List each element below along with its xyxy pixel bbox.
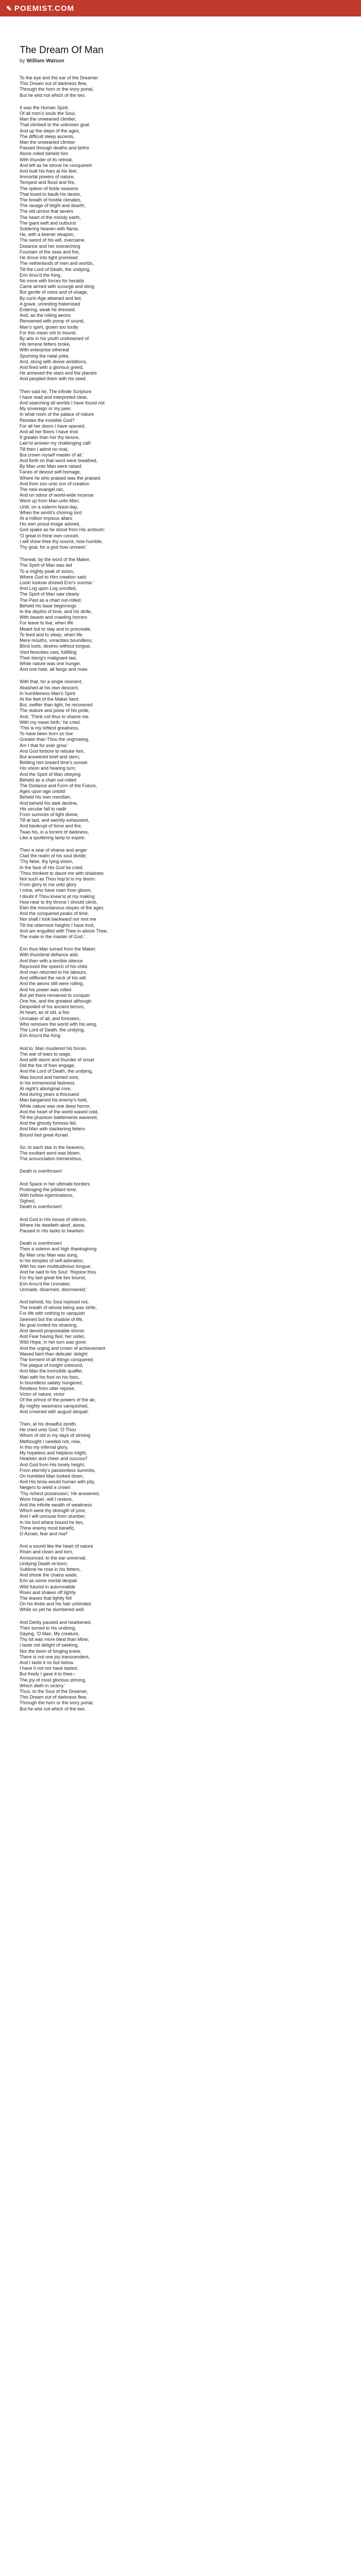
poem-line: In his temples of self-adoration, — [20, 1258, 85, 1263]
poem-line: And, as the rolling aeons — [20, 313, 71, 318]
poem-line: Beheld his base beginnings — [20, 603, 77, 608]
poem-line: Through the horn or the ivory portal, — [20, 87, 94, 92]
poem-stanza — [20, 1217, 339, 1234]
poem-line: Spurning the natal yoke, — [20, 353, 70, 359]
poem-line: Till the uttermost heights I have trod, — [20, 922, 95, 928]
poem-line: Their being's malignant law, — [20, 655, 77, 660]
poem-line: Man's spirit, grown too lordly — [20, 324, 78, 330]
poem-line: Prolonging the jubilant tone, — [20, 1187, 77, 1192]
poem-line: On humbled Man looked down, — [20, 1473, 84, 1479]
poem-line: With thunderal defiance add, — [20, 952, 79, 958]
poem-line: No more with forces for heralds — [20, 278, 85, 283]
poem-line: Announced, to the ear universal, — [20, 1555, 87, 1561]
poem-line: In his immemorial fastness — [20, 1080, 75, 1086]
poem-line: And the Lord of Death, the undying, — [20, 1069, 93, 1074]
poem-line: Which were thy strength of yore; — [20, 1508, 87, 1514]
poem-line: The Past as a chart out-rolled; — [20, 597, 82, 603]
poem-line: I mine, who have risen from gloom, — [20, 888, 92, 893]
poem-line: And up the steps of the ages, — [20, 128, 80, 133]
poem-stanza — [20, 679, 339, 841]
poem-line: Renowned with pomp of sound, — [20, 318, 85, 324]
poem-line: Greater than Thou the ungrowing, — [20, 737, 89, 742]
poem-line: The Spirit of Man was led — [20, 563, 72, 568]
poem-line: Clad the realm of his soul divide; — [20, 853, 87, 859]
poem-line: And the Spirit of Man obeying — [20, 771, 81, 777]
poem-line: Thus, to the Soul of the Dreamer, — [20, 1689, 88, 1694]
poem-line: Then said he, The infinite Scripture — [20, 388, 92, 394]
poem-line: His secular fall to nadir — [20, 806, 67, 811]
poem-line: The old unrest that severs — [20, 209, 74, 214]
poem-line: To a mighty peak of vision, — [20, 568, 75, 574]
poem-line: And with storm and thunder of onset — [20, 1057, 94, 1062]
poem-line: At the feet of the Maker bent. — [20, 696, 80, 702]
poem-line: To feed and to sleep, when life — [20, 632, 83, 637]
poem-line: Saying, 'O Man, My creature, — [20, 1631, 80, 1636]
poem-line: God spake as he stood from His ambush: — [20, 527, 105, 533]
poem-line: No goal invited his straining, — [20, 1322, 78, 1328]
poem-line: While nature was one hunger, — [20, 660, 81, 666]
poem-line: Erin Arsu'd the King. — [20, 1033, 62, 1039]
poem-line: Till then I admit no rival, — [20, 446, 69, 452]
poem-line: Of the prince of the powers of the air, — [20, 1397, 96, 1403]
poem-line: He drove into tight promised — [20, 255, 78, 261]
poem-line: And shook the chains aside, — [20, 1572, 78, 1578]
poem-line: His terrene fetters broke, — [20, 342, 71, 347]
poem-line: The spleen of fickle seasons — [20, 185, 78, 191]
poem-line: Beheld as a chart out-rolled — [20, 777, 77, 783]
poem-line: With thunder of its retreat, — [20, 157, 73, 162]
poem-line: The netherlands of men and worlds, — [20, 261, 94, 266]
poem-line: In this my infernal glory, — [20, 1444, 69, 1450]
poem-line: Which dieth in victory.' — [20, 1683, 65, 1688]
poem-line: And stiffened the neck of his will; — [20, 975, 87, 981]
poem-line: Till the Lord of Death, the undying, — [20, 266, 91, 272]
poem-line: In boundless satiety hungered, — [20, 1380, 83, 1385]
poem-line: With beasts and crawling horrors — [20, 615, 88, 620]
poem-line: And Man the invincible quaffer, — [20, 1368, 83, 1374]
poem-line: The joy of most glorious striving, — [20, 1677, 87, 1683]
poem-line: Distance and her overarching — [20, 243, 80, 249]
poem-stanza — [20, 1299, 339, 1415]
poem-line: And the ghostly fortress fell, — [20, 1121, 77, 1126]
poem-line: And his power was rolled — [20, 987, 72, 992]
poem-line: Meant but to slay and to procreate, — [20, 626, 92, 632]
poem-stanza — [20, 557, 339, 672]
poem-line: Vied ferocities vast, fulfilling — [20, 649, 77, 655]
poem-line: Thereat, by the word of the Maker, — [20, 557, 91, 563]
poem-line: The plague of insight unbound, — [20, 1363, 84, 1368]
poem-line: Immortal powers of nature, — [20, 174, 75, 180]
poem-line: The sword of his will, overcame. — [20, 238, 86, 243]
poem-line: And then with a terrible silence — [20, 958, 83, 963]
poem-line: And crowned with august despair. — [20, 1409, 89, 1414]
poem-line: The exultant word was blown, — [20, 1150, 81, 1156]
poem-line: The breath of whose being was strife, — [20, 1305, 97, 1311]
poem-line: 'This is my loftiest greatness, — [20, 725, 79, 731]
poem-line: And bankrupt of force and fire, — [20, 823, 83, 829]
poem-line: And one hate, all fangs and maw. — [20, 667, 89, 672]
poem-line: But gentle of voice and of visage, — [20, 290, 88, 295]
poem-line: And Log upon Log unrolled, — [20, 586, 77, 591]
poem-line: Unmaker of all, and foreseen, — [20, 1015, 81, 1021]
poem-line: Death is overthrown! — [20, 1168, 62, 1174]
poem-line: Elen the mountainous slopes of the ages — [20, 905, 104, 911]
poem-line: Was bound and harried sore, — [20, 1074, 79, 1080]
poem-line: The heart of the moody earth, — [20, 214, 81, 220]
poem-line: With hollow irgeminations, — [20, 1192, 74, 1198]
poem-line: Like a sputtering lamp to expire. — [20, 835, 86, 840]
poem-line: And lo, Man mustered his forces — [20, 1045, 87, 1051]
poem-line: From summits of light divine, — [20, 811, 79, 817]
poem-line: But yet there remained to conquer — [20, 992, 90, 998]
poem-line: Whom of old in my days of striving — [20, 1433, 91, 1438]
poem-line: And Man with slackening fetters — [20, 1126, 86, 1132]
poem-line: Where he who praised was the praised; — [20, 475, 102, 481]
poem-line: How near to thy throne I should climb, — [20, 899, 98, 905]
poem-line: Neigers to wield a crown: — [20, 1485, 72, 1490]
poem-line: Rises and shakes off lightly — [20, 1589, 76, 1595]
poem-line: For leave to live, when life — [20, 620, 74, 626]
poem-line: Through the horn or the ivory portal, — [20, 1700, 94, 1706]
poem-line: One foe, and the greatest although — [20, 998, 92, 1004]
poem-line: Seemed but the shadow of life. — [20, 1316, 84, 1322]
poem-line: And man returned to his labours, — [20, 970, 87, 975]
poem-line: And, 'Think not thus to shame me — [20, 714, 89, 719]
poem-line: Erin as some mortal despair — [20, 1578, 78, 1584]
poem-line: And His brow would human with pity, — [20, 1479, 95, 1485]
poem-line: While so yet he slumbered well. — [20, 1607, 85, 1613]
poem-line: And God in His house of silence, — [20, 1216, 87, 1222]
poem-line: Beheld his own meridian, — [20, 794, 72, 800]
poem-line: The leaves that lightly fell — [20, 1595, 72, 1601]
poem-line: Am I that for ever grow.' — [20, 742, 69, 748]
poem-line: He cried unto God: 'O Thou — [20, 1427, 76, 1433]
poem-line: And God from His lonely height, — [20, 1462, 86, 1467]
poem-line: To have been born so low: — [20, 731, 74, 737]
poem-line: I have read and interpreted clear, — [20, 394, 88, 400]
poem-line: Of all men's souls the Soul, — [20, 111, 76, 116]
poem-line: And Derby paused and hearkened, — [20, 1619, 92, 1625]
poem-line: Man the unwearied climber — [20, 140, 76, 145]
poem-line: Then, at his dreadful zenith, — [20, 1421, 77, 1427]
poem-line: That loved to baulk his desire, — [20, 191, 81, 197]
poem-line: Till at last, and weirdly exhausted, — [20, 818, 89, 823]
poem-line: Ages upon age untold: — [20, 789, 67, 794]
poem-line: At heart, as of old, a foe: — [20, 1010, 71, 1015]
poem-line: In humbleness Man's Spirit — [20, 690, 75, 696]
site-logo[interactable] — [6, 4, 74, 13]
top-navigation-bar — [0, 0, 361, 16]
poem-line: For thy last great foe lies bound, — [20, 1275, 86, 1281]
poem-line: 'Thou thinkest to daunt me with shadows: — [20, 870, 105, 876]
poem-line: Victor of nature, victor — [20, 1392, 65, 1397]
poem-line: With his own multitudinous tongue; — [20, 1264, 92, 1269]
poem-line: But he wist not which of the two. — [20, 1706, 86, 1711]
poem-line: With that, for a single moment, — [20, 679, 83, 685]
poem-line: Man bargained his enemy's hold, — [20, 1097, 88, 1103]
poem-stanza — [20, 1241, 339, 1293]
poem-line: The difficult steep ascents, — [20, 133, 75, 139]
poem-line: A grave, unresting fraternised — [20, 301, 80, 307]
poem-line: To the eye and the ear of the Dreamer — [20, 75, 99, 80]
poem-stanza — [20, 1544, 339, 1613]
poem-line: In what room of the palace of nature — [20, 412, 94, 417]
poem-line: Abashed at his own descent, — [20, 685, 79, 690]
poem-line: But, swifter than light, he recovered — [20, 702, 93, 708]
poem-line: With my mean birth,' he cried. — [20, 719, 81, 725]
poem-line: Then a sear of shame and anger — [20, 848, 87, 853]
poem-line: Erin thus Man turned from the Maker; — [20, 946, 97, 952]
poem-line: I will show thee thy source, how humble, — [20, 538, 103, 544]
poem-line: 'Thy richest possession,' He answered, — [20, 1490, 100, 1496]
poem-line: This Dream out of darkness flew, — [20, 1694, 88, 1700]
poem-line: Passed through deaths and births — [20, 145, 89, 151]
poem-line: By arts in his youth undreamed of — [20, 335, 89, 341]
poem-line: He annexed the stars and the planets — [20, 370, 97, 376]
poem-line: And Fear having fled, her sister, — [20, 1334, 86, 1340]
poem-line: When the world's choiring lord — [20, 510, 82, 515]
poem-line: For all her doors I have opened, — [20, 423, 86, 429]
poem-stanza — [20, 105, 339, 382]
poem-line: And the conquered peaks of time. — [20, 911, 89, 917]
poem-line: And I taste it no but below. — [20, 1660, 74, 1665]
poem-stanza — [20, 1145, 339, 1162]
poem-line: He, with a keener weapon, — [20, 232, 75, 238]
poem-line: The war of wars to wage, — [20, 1051, 72, 1057]
poem-line: The Lord of Death, the undying, — [20, 1027, 85, 1033]
poem-line: Thy lot was more blest than Mine; — [20, 1637, 89, 1642]
poem-line: And left as he strove he conquered — [20, 162, 92, 168]
poem-stanza — [20, 1181, 339, 1210]
poem-line: 'Thy false, thy lying vision, — [20, 859, 74, 865]
poem-line: And on odour of world-wide incense — [20, 493, 94, 498]
poem-line: Twas his, in a torrent of darkness, — [20, 829, 89, 835]
poem-line: And searching all worlds I have found not — [20, 400, 105, 405]
poem-line: Until, on a solemn feast-day, — [20, 504, 78, 510]
poem-line: But he wist not which of the two. — [20, 92, 86, 98]
poem-line: From glory to me unto glory — [20, 882, 77, 888]
poem-line: Went up from Man unto Man; — [20, 498, 80, 504]
poem-line: From eternity's passionless summits, — [20, 1467, 96, 1473]
poem-line: And beheld his dark decline, — [20, 800, 78, 806]
poem-line: Man with his foot on his foes, — [20, 1374, 80, 1380]
poem-line: I doubt if Thou knew'st at my making — [20, 893, 95, 899]
poem-line: And behold, his Soul rejoiced not, — [20, 1299, 89, 1305]
poem-line: And am engulfed with Thee in above Thee, — [20, 928, 108, 934]
poem-line: And, stung with divine ambitions, — [20, 359, 88, 364]
poem-line: For this mean orb to bound, — [20, 330, 77, 335]
author-link[interactable]: William Watson — [26, 58, 64, 64]
poem-line: With enterprise ethereal — [20, 347, 69, 353]
poem-line: Unmade, disarmed, discrowned.' — [20, 1286, 87, 1292]
poem-line: In his lord where bound he lies, — [20, 1519, 84, 1525]
poem-content — [20, 44, 339, 1719]
poem-line: And fired with a glorious greed, — [20, 364, 84, 370]
poem-line: And he said to his Soul: 'Rejoice thou — [20, 1269, 96, 1275]
poem-line: Death is overthrown! — [20, 1204, 62, 1210]
poem-line: The Distance and Form of the Future, — [20, 783, 97, 788]
poem-line: But answered brief and stern, — [20, 754, 80, 759]
poem-line: By mighty weariness vanquished, — [20, 1403, 89, 1409]
poem-line: Sublime he rose in his fetters, — [20, 1566, 81, 1572]
poem-line: Not such as Thou hop'st is my doom: — [20, 876, 96, 882]
poem-line: Who removes the world with his wing, — [20, 1021, 97, 1027]
poem-line: Lain'st answer my challenging call! — [20, 440, 91, 446]
poem-line: And during years a thousand — [20, 1092, 79, 1097]
poem-line: His vision and hearing turn; — [20, 766, 76, 771]
poem-line: And God forbore to rebuke him, — [20, 748, 85, 754]
poem-line: So, to each star in the heavens, — [20, 1144, 85, 1150]
poem-line: Tempest and flood and fire, — [20, 180, 76, 185]
poem-line: I taste not delight of seeking, — [20, 1642, 79, 1648]
poem-line: The ravage of blight and dearth, — [20, 203, 86, 209]
poem-line: Wore Hope!, will I restore, — [20, 1496, 73, 1502]
poem-line: And forth on that word were breathed, — [20, 458, 98, 463]
poem-line: And from zon unto zon of creation — [20, 481, 90, 486]
poem-line: His own proud image adored, — [20, 521, 80, 527]
poem-line: And devoid proposeable shone; — [20, 1328, 85, 1334]
poem-line: Risen and clown and torn, — [20, 1549, 74, 1555]
poem-line: Man the unwearied climber, — [20, 116, 77, 122]
poem-line: For life with nothing to vanquish — [20, 1311, 85, 1316]
poem-line: And the infinite wealth of weakness — [20, 1502, 92, 1507]
poem-line: Entering, weak he dressed. — [20, 307, 76, 312]
poem-line: Methought I needed not, now, — [20, 1438, 81, 1444]
poem-line: Nor shall I look backward nor rest me — [20, 917, 96, 922]
poem-byline — [20, 58, 339, 65]
poem-line: The giant weft and outburst — [20, 220, 76, 226]
poem-line: And I will unrouse from slumber, — [20, 1514, 86, 1519]
poem-line: O Azrael, fear and rise!' — [20, 1531, 68, 1536]
poem-line: And the aeons still were rolling, — [20, 981, 84, 987]
poem-stanza — [20, 75, 339, 98]
poem-line: The new evangel ran, — [20, 487, 64, 493]
poem-line: Erin Arsu'd the Unmaker, — [20, 1281, 71, 1286]
poem-line: That climbed to the unknown goal. — [20, 122, 91, 128]
poem-line: At night's aboriginal core, — [20, 1086, 72, 1091]
poem-line: There is not one joy transcendent, — [20, 1654, 90, 1659]
poem-line: Sighed, — [20, 1198, 36, 1204]
poem-line: Despoiled of his ancient terrors, — [20, 1004, 85, 1010]
poem-line: At a million impious altars — [20, 516, 73, 521]
poem-line: It was the Human Spirit, — [20, 105, 69, 110]
poem-line: And all her floors I have trod. — [20, 429, 79, 434]
poem-line: And peopled them with his seed. — [20, 376, 87, 382]
poem-line: Bidding him toward time's sunset — [20, 760, 88, 766]
poem-line: By curin-Age attained and led, — [20, 295, 82, 301]
poem-line: Erin Arsu'd the King, — [20, 272, 62, 278]
poem-stanza — [20, 389, 339, 551]
poem-line: And built his foes at his feet. — [20, 168, 78, 174]
poem-line: Wild Hope, in her turn was gone; — [20, 1340, 87, 1345]
poem-line: By Man unto Man were raised — [20, 464, 81, 469]
poem-stanza — [20, 848, 339, 940]
poem-line: In the face of His God he cried. — [20, 865, 84, 870]
poem-line: And Space in her ultimate borders — [20, 1181, 90, 1187]
poem-line: Mere mouths, voracities boundless, — [20, 638, 93, 643]
poem-line: Waxed faint than delicate' delight — [20, 1351, 88, 1357]
poem-line: The torment of all things conquered, — [20, 1357, 94, 1363]
poem-line: The annunciation tremendous, — [20, 1156, 83, 1162]
poem-line: Where He dwelleth aloof, alone, — [20, 1222, 86, 1228]
poem-line: By Man unto Man was sung, — [20, 1252, 78, 1258]
poem-line: Nor the boon of longing knew, — [20, 1648, 81, 1654]
poem-line: Thy goal, for a god how unmeet.' — [20, 545, 87, 550]
poem-stanza — [20, 946, 339, 1039]
poem-line: Then turned to his undoing, — [20, 1625, 76, 1631]
poem-line: And the heart of the world waxed cold, — [20, 1109, 99, 1114]
poem-line: Where God to Him creation said: — [20, 574, 87, 580]
poem-line: But freely I gave it to thee-- — [20, 1671, 76, 1677]
poem-line: Look! lookow shrewd Erin's sunrise.' — [20, 580, 94, 586]
poem-line: Soldering heaven with flame, — [20, 226, 79, 232]
poem-stanza — [20, 1421, 339, 1537]
poem-line: And a sound like the heart of nature — [20, 1544, 93, 1549]
site-logo-text: POEMIST.COM — [14, 4, 74, 13]
poem-line: The mate in the master of God.' — [20, 934, 85, 940]
poem-line: The breath of hostile climates, — [20, 197, 82, 203]
poem-title: The Dream Of Man — [20, 45, 104, 56]
poem-line: While nature was one deep horror, — [20, 1103, 91, 1109]
byline-prefix: by — [20, 58, 25, 64]
poem-line: Came armed with scourge and sting; — [20, 284, 95, 290]
poem-line: In the depths of time, and his strife, — [20, 609, 92, 615]
poem-line: Then a solemn and high thanksgiving — [20, 1246, 97, 1252]
poem-stanza — [20, 1046, 339, 1138]
poem-stanza — [20, 1620, 339, 1712]
poem-line: The Spirit of Man saw clearly — [20, 591, 79, 597]
poem-line: Paused in His tasks to hearken: — [20, 1228, 85, 1233]
poem-line: Wild futurist in autumnalide — [20, 1584, 76, 1589]
poem-line: Did the foe of foes engage, — [20, 1063, 76, 1069]
poem-line: On his limbs and his hair unhinded — [20, 1601, 91, 1607]
poem-line: Bound fast great Azrael. — [20, 1132, 70, 1138]
poem-line: Death is overthrown! — [20, 1241, 62, 1246]
poem-line: Till the phantom battlements wavered, — [20, 1114, 98, 1120]
poem-stanza — [20, 1168, 339, 1174]
poem-line: Restless from utter repose, — [20, 1386, 76, 1392]
poem-line: My hopeless and helpless might, — [20, 1450, 87, 1456]
poem-line: Blind lusts, desires without tongue, — [20, 643, 91, 649]
feather-icon: ✎ — [6, 4, 12, 12]
poem-line: My sovereign or my peer. — [20, 406, 72, 412]
poem-body — [20, 75, 339, 1712]
poem-line: Resides the invisible God? — [20, 417, 75, 423]
poem-line: Fanes of devout self-homage, — [20, 469, 81, 475]
poem-line: I have it not nor have tasted, — [20, 1666, 78, 1671]
poem-line: Hearken and cheer and succour!' — [20, 1456, 88, 1462]
poem-line: And the urging and crown of achievement — [20, 1345, 106, 1351]
poem-line: Thine enemy most benefic, — [20, 1525, 76, 1531]
poem-line: Undying Death re-born; — [20, 1561, 68, 1566]
poem-line: But crown myself master of all.' — [20, 452, 84, 457]
poem-line: This Dream out of darkness flew, — [20, 81, 88, 87]
poem-line: Reproved the speech of his child. — [20, 963, 89, 969]
poem-line: If greater than her thy tenure, — [20, 435, 80, 440]
poem-line: 'O great in thine own conceit, — [20, 533, 79, 538]
poem-line: Alone rolled beheld him — [20, 151, 69, 157]
poem-line: Fountain of the seas and fire, — [20, 249, 80, 255]
poem-line: The stature and poise of his pride, — [20, 708, 90, 714]
